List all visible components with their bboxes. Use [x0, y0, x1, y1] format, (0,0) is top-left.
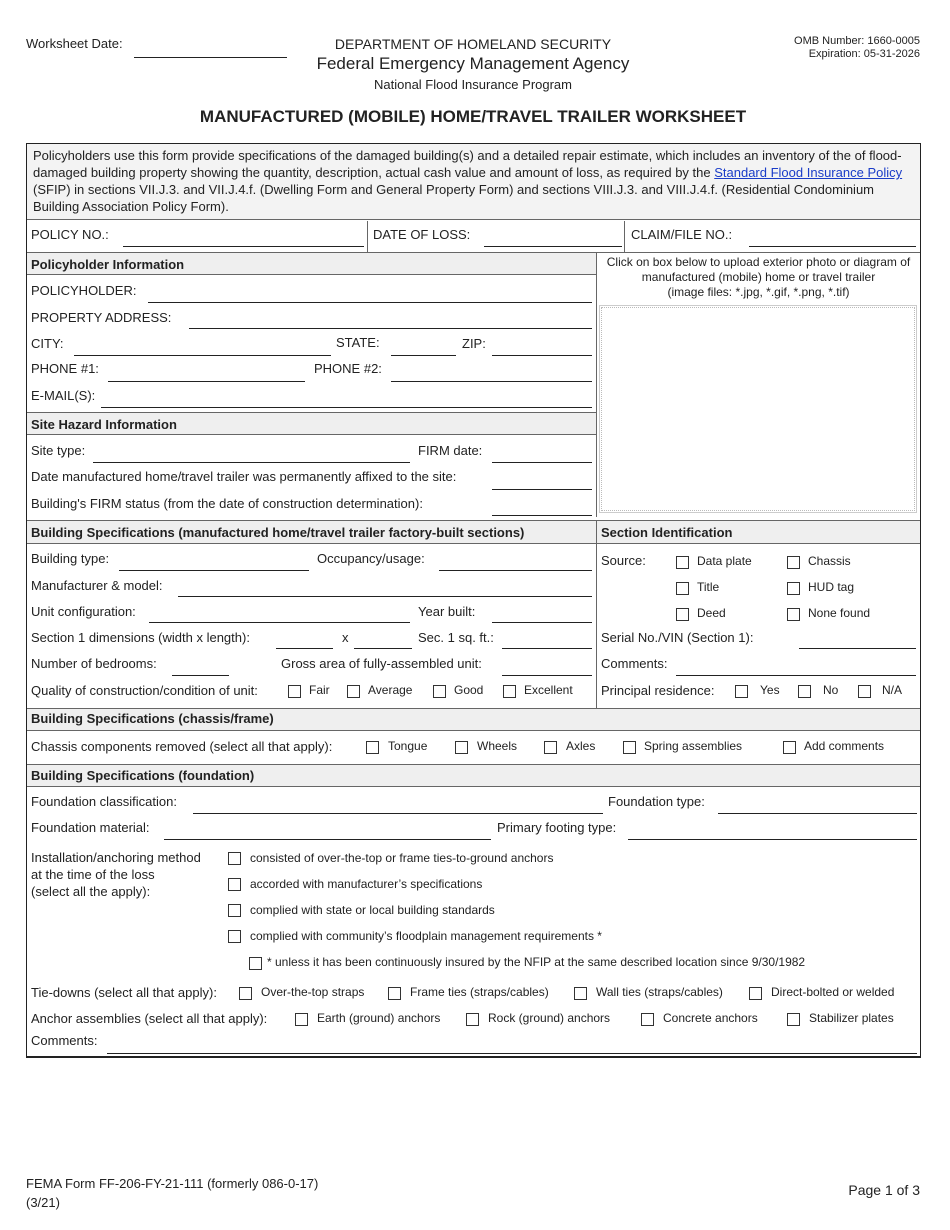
quality-excellent-label: Excellent [524, 683, 573, 697]
quality-good-checkbox[interactable] [433, 685, 446, 698]
site-hazard-heading: Site Hazard Information [31, 417, 177, 432]
city-label: CITY: [31, 336, 64, 351]
chassis-axles-checkbox[interactable] [544, 741, 557, 754]
install-manufacturer-checkbox[interactable] [228, 878, 241, 891]
anchor-earth-label: Earth (ground) anchors [317, 1011, 441, 1025]
foundation-material-label: Foundation material: [31, 820, 150, 835]
date-of-loss-label: DATE OF LOSS: [373, 227, 471, 242]
zip-label: ZIP: [462, 336, 486, 351]
install-nfip-note-checkbox[interactable] [249, 957, 262, 970]
anchor-rock-checkbox[interactable] [466, 1013, 479, 1026]
quality-average-label: Average [368, 683, 413, 697]
photo-upload-box[interactable] [599, 305, 917, 513]
photo-instructions: Click on box below to upload exterior photo or diagram of manufactured (mobile) home or travel trailer (image files: *.jpg, *.gif, *.png, *.tif) [606, 255, 911, 299]
foundation-material-field[interactable] [164, 839, 491, 840]
claim-file-no-label: CLAIM/FILE NO.: [631, 227, 733, 242]
quality-excellent-checkbox[interactable] [503, 685, 516, 698]
foundation-classification-label: Foundation classification: [31, 794, 177, 809]
sfip-link[interactable]: Standard Flood Insurance Policy [714, 165, 903, 180]
affixed-date-label: Date manufactured home/travel trailer was permanently affixed to the site: [31, 469, 457, 484]
principal-na-checkbox[interactable] [858, 685, 871, 698]
installation-label: Installation/anchoring method at the time of the loss (select all the apply): [31, 850, 201, 899]
form-number: FEMA Form FF-206-FY-21-111 (formerly 086-0-17) [26, 1176, 319, 1191]
source-chassis-checkbox[interactable] [787, 556, 800, 569]
dimension-length-field[interactable] [354, 648, 412, 649]
email-field[interactable] [101, 407, 592, 408]
agency-name: Federal Emergency Management Agency [316, 54, 630, 73]
year-built-label: Year built: [418, 604, 476, 619]
source-chassis-label: Chassis [808, 554, 851, 568]
address-label: PROPERTY ADDRESS: [31, 310, 172, 325]
install-state-label: complied with state or local building standards [250, 903, 495, 917]
foundation-comments-label: Comments: [31, 1033, 98, 1048]
serial-vin-field[interactable] [799, 648, 916, 649]
page-number: Page 1 of 3 [848, 1182, 920, 1198]
sec1-sqft-field[interactable] [502, 648, 592, 649]
building-type-label: Building type: [31, 551, 110, 566]
footing-type-label: Primary footing type: [497, 820, 617, 835]
principal-no-label: No [823, 683, 839, 697]
firm-status-field[interactable] [492, 515, 592, 516]
quality-label: Quality of construction/condition of unit: [31, 683, 258, 698]
install-ties-checkbox[interactable] [228, 852, 241, 865]
install-ties-label: consisted of over-the-top or frame ties-to-ground anchors [250, 851, 554, 865]
firm-status-label: Building's FIRM status (from the date of construction determination): [31, 496, 423, 511]
chassis-spring-label: Spring assemblies [644, 739, 743, 753]
anchor-rock-label: Rock (ground) anchors [488, 1011, 611, 1025]
source-hud-tag-checkbox[interactable] [787, 582, 800, 595]
sec1-sqft-label: Sec. 1 sq. ft.: [418, 630, 494, 645]
site-type-label: Site type: [31, 443, 86, 458]
chassis-wheels-checkbox[interactable] [455, 741, 468, 754]
dimension-x: x [342, 630, 349, 645]
chassis-add-comments-label: Add comments [804, 739, 885, 753]
manufacturer-label: Manufacturer & model: [31, 578, 163, 593]
firm-date-label: FIRM date: [418, 443, 483, 458]
bedrooms-label: Number of bedrooms: [31, 656, 157, 671]
gross-area-field[interactable] [502, 675, 592, 676]
bedrooms-field[interactable] [172, 675, 229, 676]
policyholder-field[interactable] [148, 302, 592, 303]
source-title-label: Title [697, 580, 720, 594]
tiedown-frame-label: Frame ties (straps/cables) [410, 985, 549, 999]
foundation-type-field[interactable] [718, 813, 917, 814]
omb-number: OMB Number: 1660-0005 [794, 35, 920, 47]
firm-date-field[interactable] [492, 462, 592, 463]
principal-na-label: N/A [882, 683, 903, 697]
quality-fair-label: Fair [309, 683, 330, 697]
install-manufacturer-label: accorded with manufacturer’s specifications [250, 877, 483, 891]
claim-file-no-field[interactable] [749, 246, 916, 247]
section-comments-label: Comments: [601, 656, 668, 671]
install-nfip-note-label: * unless it has been continuously insured by the NFIP at the same described location since 9/30/1982 [267, 955, 806, 969]
tiedown-frame-checkbox[interactable] [388, 987, 401, 1000]
manufacturer-field[interactable] [178, 596, 592, 597]
serial-vin-label: Serial No./VIN (Section 1): [601, 630, 754, 645]
tiedown-over-top-label: Over-the-top straps [261, 985, 365, 999]
chassis-removed-label: Chassis components removed (select all that apply): [31, 739, 333, 754]
anchor-assemblies-label: Anchor assemblies (select all that apply): [31, 1011, 268, 1026]
anchor-concrete-checkbox[interactable] [641, 1013, 654, 1026]
quality-average-checkbox[interactable] [347, 685, 360, 698]
program-name: National Flood Insurance Program [374, 77, 572, 92]
phone1-label: PHONE #1: [31, 361, 99, 376]
principal-residence-label: Principal residence: [601, 683, 715, 698]
dimension-width-field[interactable] [276, 648, 333, 649]
principal-yes-label: Yes [760, 683, 780, 697]
occupancy-label: Occupancy/usage: [317, 551, 425, 566]
source-data-plate-label: Data plate [697, 554, 752, 568]
chassis-spring-checkbox[interactable] [623, 741, 636, 754]
phone2-label: PHONE #2: [314, 361, 382, 376]
source-data-plate-checkbox[interactable] [676, 556, 689, 569]
email-label: E-MAIL(S): [31, 388, 96, 403]
tie-downs-label: Tie-downs (select all that apply): [31, 985, 217, 1000]
section-id-heading: Section Identification [601, 525, 733, 540]
chassis-axles-label: Axles [566, 739, 596, 753]
worksheet-date-label: Worksheet Date: [26, 36, 123, 51]
phone1-field[interactable] [108, 381, 305, 382]
chassis-tongue-label: Tongue [388, 739, 428, 753]
source-deed-checkbox[interactable] [676, 608, 689, 621]
source-deed-label: Deed [697, 606, 726, 620]
form-title: MANUFACTURED (MOBILE) HOME/TRAVEL TRAILER WORKSHEET [199, 107, 747, 126]
unit-config-label: Unit configuration: [31, 604, 136, 619]
chassis-heading: Building Specifications (chassis/frame) [31, 711, 274, 726]
principal-yes-checkbox[interactable] [735, 685, 748, 698]
section-comments-field[interactable] [676, 675, 916, 676]
source-none-found-label: None found [808, 606, 871, 620]
chassis-add-comments-checkbox[interactable] [783, 741, 796, 754]
footing-type-field[interactable] [628, 839, 917, 840]
tiedown-bolted-checkbox[interactable] [749, 987, 762, 1000]
foundation-classification-field[interactable] [193, 813, 603, 814]
source-hud-tag-label: HUD tag [808, 580, 855, 594]
building-specs-heading: Building Specifications (manufactured home/travel trailer factory-built sections) [31, 525, 525, 540]
policyholder-label: POLICYHOLDER: [31, 283, 137, 298]
foundation-comments-field[interactable] [107, 1053, 917, 1054]
install-floodplain-checkbox[interactable] [228, 930, 241, 943]
building-type-field[interactable] [119, 570, 309, 571]
intro-text: Policyholders use this form provide specifications of the damaged building(s) and a detailed repair estimate, which includes an inventory of the of flood-damaged building property showing the quantity, description, actual cash value and amount of loss, as required by the Standard Flood Insurance Policy (SFIP) in sections VII.J.3. and VII.J.4.f. (Dwelling Form and General Property Form) and sections VIII.J.3. and VIII.J.4.f. (Residential Condominium Building Association Policy Form). [33, 148, 903, 214]
quality-fair-checkbox[interactable] [288, 685, 301, 698]
source-none-found-checkbox[interactable] [787, 608, 800, 621]
address-field[interactable] [189, 328, 592, 329]
tiedown-wall-label: Wall ties (straps/cables) [596, 985, 723, 999]
form-date: (3/21) [26, 1195, 60, 1210]
chassis-wheels-label: Wheels [477, 739, 518, 753]
install-floodplain-label: complied with community’s floodplain management requirements * [250, 929, 602, 943]
site-type-field[interactable] [93, 462, 410, 463]
policyholder-heading: Policyholder Information [31, 257, 185, 272]
anchor-stabilizer-checkbox[interactable] [787, 1013, 800, 1026]
gross-area-label: Gross area of fully-assembled unit: [281, 656, 482, 671]
foundation-heading: Building Specifications (foundation) [31, 768, 255, 783]
zip-field[interactable] [492, 355, 592, 356]
city-field[interactable] [74, 355, 331, 356]
anchor-concrete-label: Concrete anchors [663, 1011, 758, 1025]
chassis-tongue-checkbox[interactable] [366, 741, 379, 754]
source-label: Source: [601, 553, 646, 568]
tiedown-wall-checkbox[interactable] [574, 987, 587, 1000]
foundation-type-label: Foundation type: [608, 794, 705, 809]
policy-no-field[interactable] [123, 246, 364, 247]
state-label: STATE: [336, 335, 380, 350]
anchor-stabilizer-label: Stabilizer plates [809, 1011, 894, 1025]
expiration-date: Expiration: 05-31-2026 [808, 48, 920, 60]
principal-no-checkbox[interactable] [798, 685, 811, 698]
dimensions-label: Section 1 dimensions (width x length): [31, 630, 250, 645]
tiedown-over-top-checkbox[interactable] [239, 987, 252, 1000]
policy-no-label: POLICY NO.: [31, 227, 109, 242]
occupancy-field[interactable] [439, 570, 592, 571]
date-of-loss-field[interactable] [484, 246, 622, 247]
anchor-earth-checkbox[interactable] [295, 1013, 308, 1026]
state-field[interactable] [391, 355, 456, 356]
source-title-checkbox[interactable] [676, 582, 689, 595]
tiedown-bolted-label: Direct-bolted or welded [771, 985, 895, 999]
department-name: DEPARTMENT OF HOMELAND SECURITY [334, 36, 612, 52]
phone2-field[interactable] [391, 381, 592, 382]
affixed-date-field[interactable] [492, 489, 592, 490]
quality-good-label: Good [454, 683, 484, 697]
unit-config-field[interactable] [149, 622, 410, 623]
install-state-checkbox[interactable] [228, 904, 241, 917]
year-built-field[interactable] [492, 622, 592, 623]
